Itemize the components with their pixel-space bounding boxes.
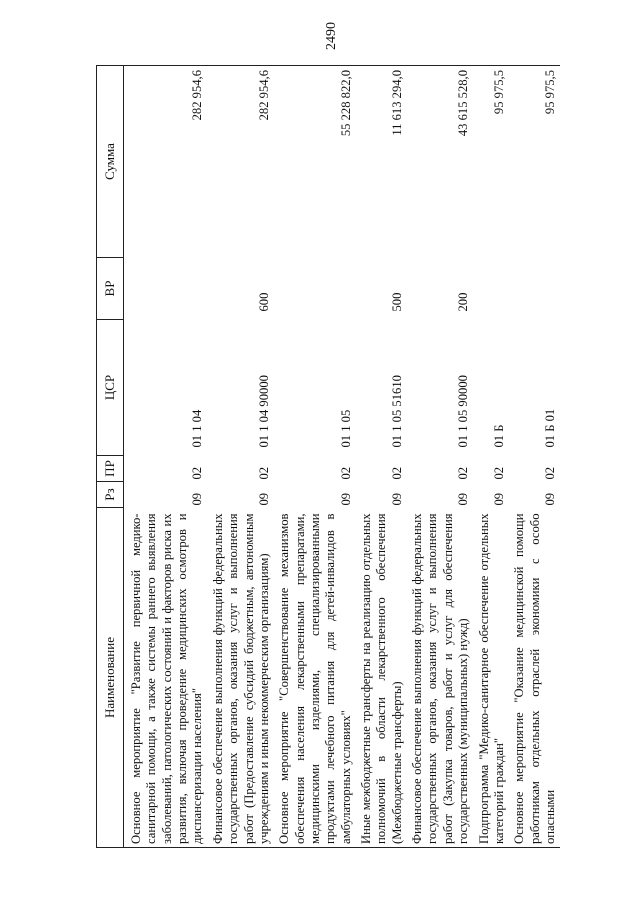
row-vr (274, 258, 356, 320)
row-sum: 55 228 822,0 (274, 66, 356, 258)
row-pr: 02 (456, 466, 471, 480)
header-csr: ЦСР (97, 320, 124, 456)
rotated-page-content (96, 66, 601, 848)
table-row (509, 66, 560, 848)
row-pr: 02 (190, 466, 205, 480)
row-rz: 09 (491, 492, 506, 506)
header-rz: Рз (97, 482, 124, 508)
row-vr (124, 258, 208, 320)
row-rz: 09 (389, 492, 404, 506)
row-vr (509, 258, 560, 320)
row-pr: 02 (542, 466, 557, 480)
row-sum: 282 954,6 (124, 66, 208, 258)
header-sum: Сумма (97, 66, 124, 258)
header-pr: ПР (97, 456, 124, 482)
table-row (274, 66, 356, 848)
row-pr: 02 (491, 466, 506, 480)
row-csr: 01 Б (491, 424, 506, 448)
row-csr: 01 1 05 (338, 409, 353, 448)
row-rz: 09 (256, 492, 271, 506)
table-row (407, 66, 473, 848)
row-name: Основное мероприятие "Совершенствование механизмов обеспечения населения лекарственными препаратами, медицинскими изделиями, специализированными продуктами лечебного питания для детей-инвалидов в амбулаторных условиях" (274, 508, 356, 848)
header-vr: ВР (97, 258, 124, 320)
row-vr: 600 (256, 292, 271, 312)
row-name: Финансовое обеспечение выполнения функций федеральных государственных органов, оказания услуг и выполнения работ (Предоставление субсидий бюджетным, автономным учреждениям и иным некоммерческим организациям) (208, 508, 274, 848)
table-row (356, 66, 407, 848)
row-sum: 11 613 294,0 (356, 66, 407, 258)
row-pr: 02 (256, 466, 271, 480)
row-csr: 01 1 04 (190, 409, 205, 448)
row-rz: 09 (456, 492, 471, 506)
table-row (124, 66, 208, 848)
row-vr: 500 (389, 292, 404, 312)
table-row (208, 66, 274, 848)
table-header-row (97, 66, 124, 848)
row-name: Основное мероприятие "Оказание медицинской помощи работникам отдельных отраслей экономики с особо опасными (509, 508, 560, 848)
row-vr (474, 258, 510, 320)
row-sum: 282 954,6 (208, 66, 274, 258)
row-csr: 01 1 05 90000 (456, 375, 471, 448)
budget-table (96, 65, 560, 848)
row-name: Финансовое обеспечение выполнения функций федеральных государственных органов, оказания услуг и выполнения работ (Закупка товаров, работ и услуг для обеспечения государственных (муниципальных) нужд) (407, 508, 473, 848)
row-pr: 02 (338, 466, 353, 480)
row-pr: 02 (389, 466, 404, 480)
row-rz: 09 (542, 492, 557, 506)
row-rz: 09 (338, 492, 353, 506)
row-sum: 95 975,5 (474, 66, 510, 258)
row-sum: 43 615 528,0 (407, 66, 473, 258)
row-csr: 01 1 04 90000 (256, 375, 271, 448)
row-name: Подпрограмма "Медико-санитарное обеспечение отдельных категорий граждан" (474, 508, 510, 848)
row-rz: 09 (190, 492, 205, 506)
row-csr: 01 Б 01 (542, 408, 557, 448)
table-row (474, 66, 510, 848)
row-sum: 95 975,5 (509, 66, 560, 258)
row-vr: 200 (456, 292, 471, 312)
row-name: Иные межбюджетные трансферты на реализацию отдельных полномочий в области лекарственного обеспечения (Межбюджетные трансферты) (356, 508, 407, 848)
row-csr: 01 1 05 51610 (389, 375, 404, 448)
row-name: Основное мероприятие "Развитие первичной медико-санитарной помощи, а также системы раннего выявления заболеваний, патологических состояний и факторов риска их развития, включая проведение медицинских осмотров и диспансеризации населения" (124, 508, 208, 848)
page-number: 2490 (324, 22, 339, 50)
header-name: Наименование (97, 508, 124, 848)
